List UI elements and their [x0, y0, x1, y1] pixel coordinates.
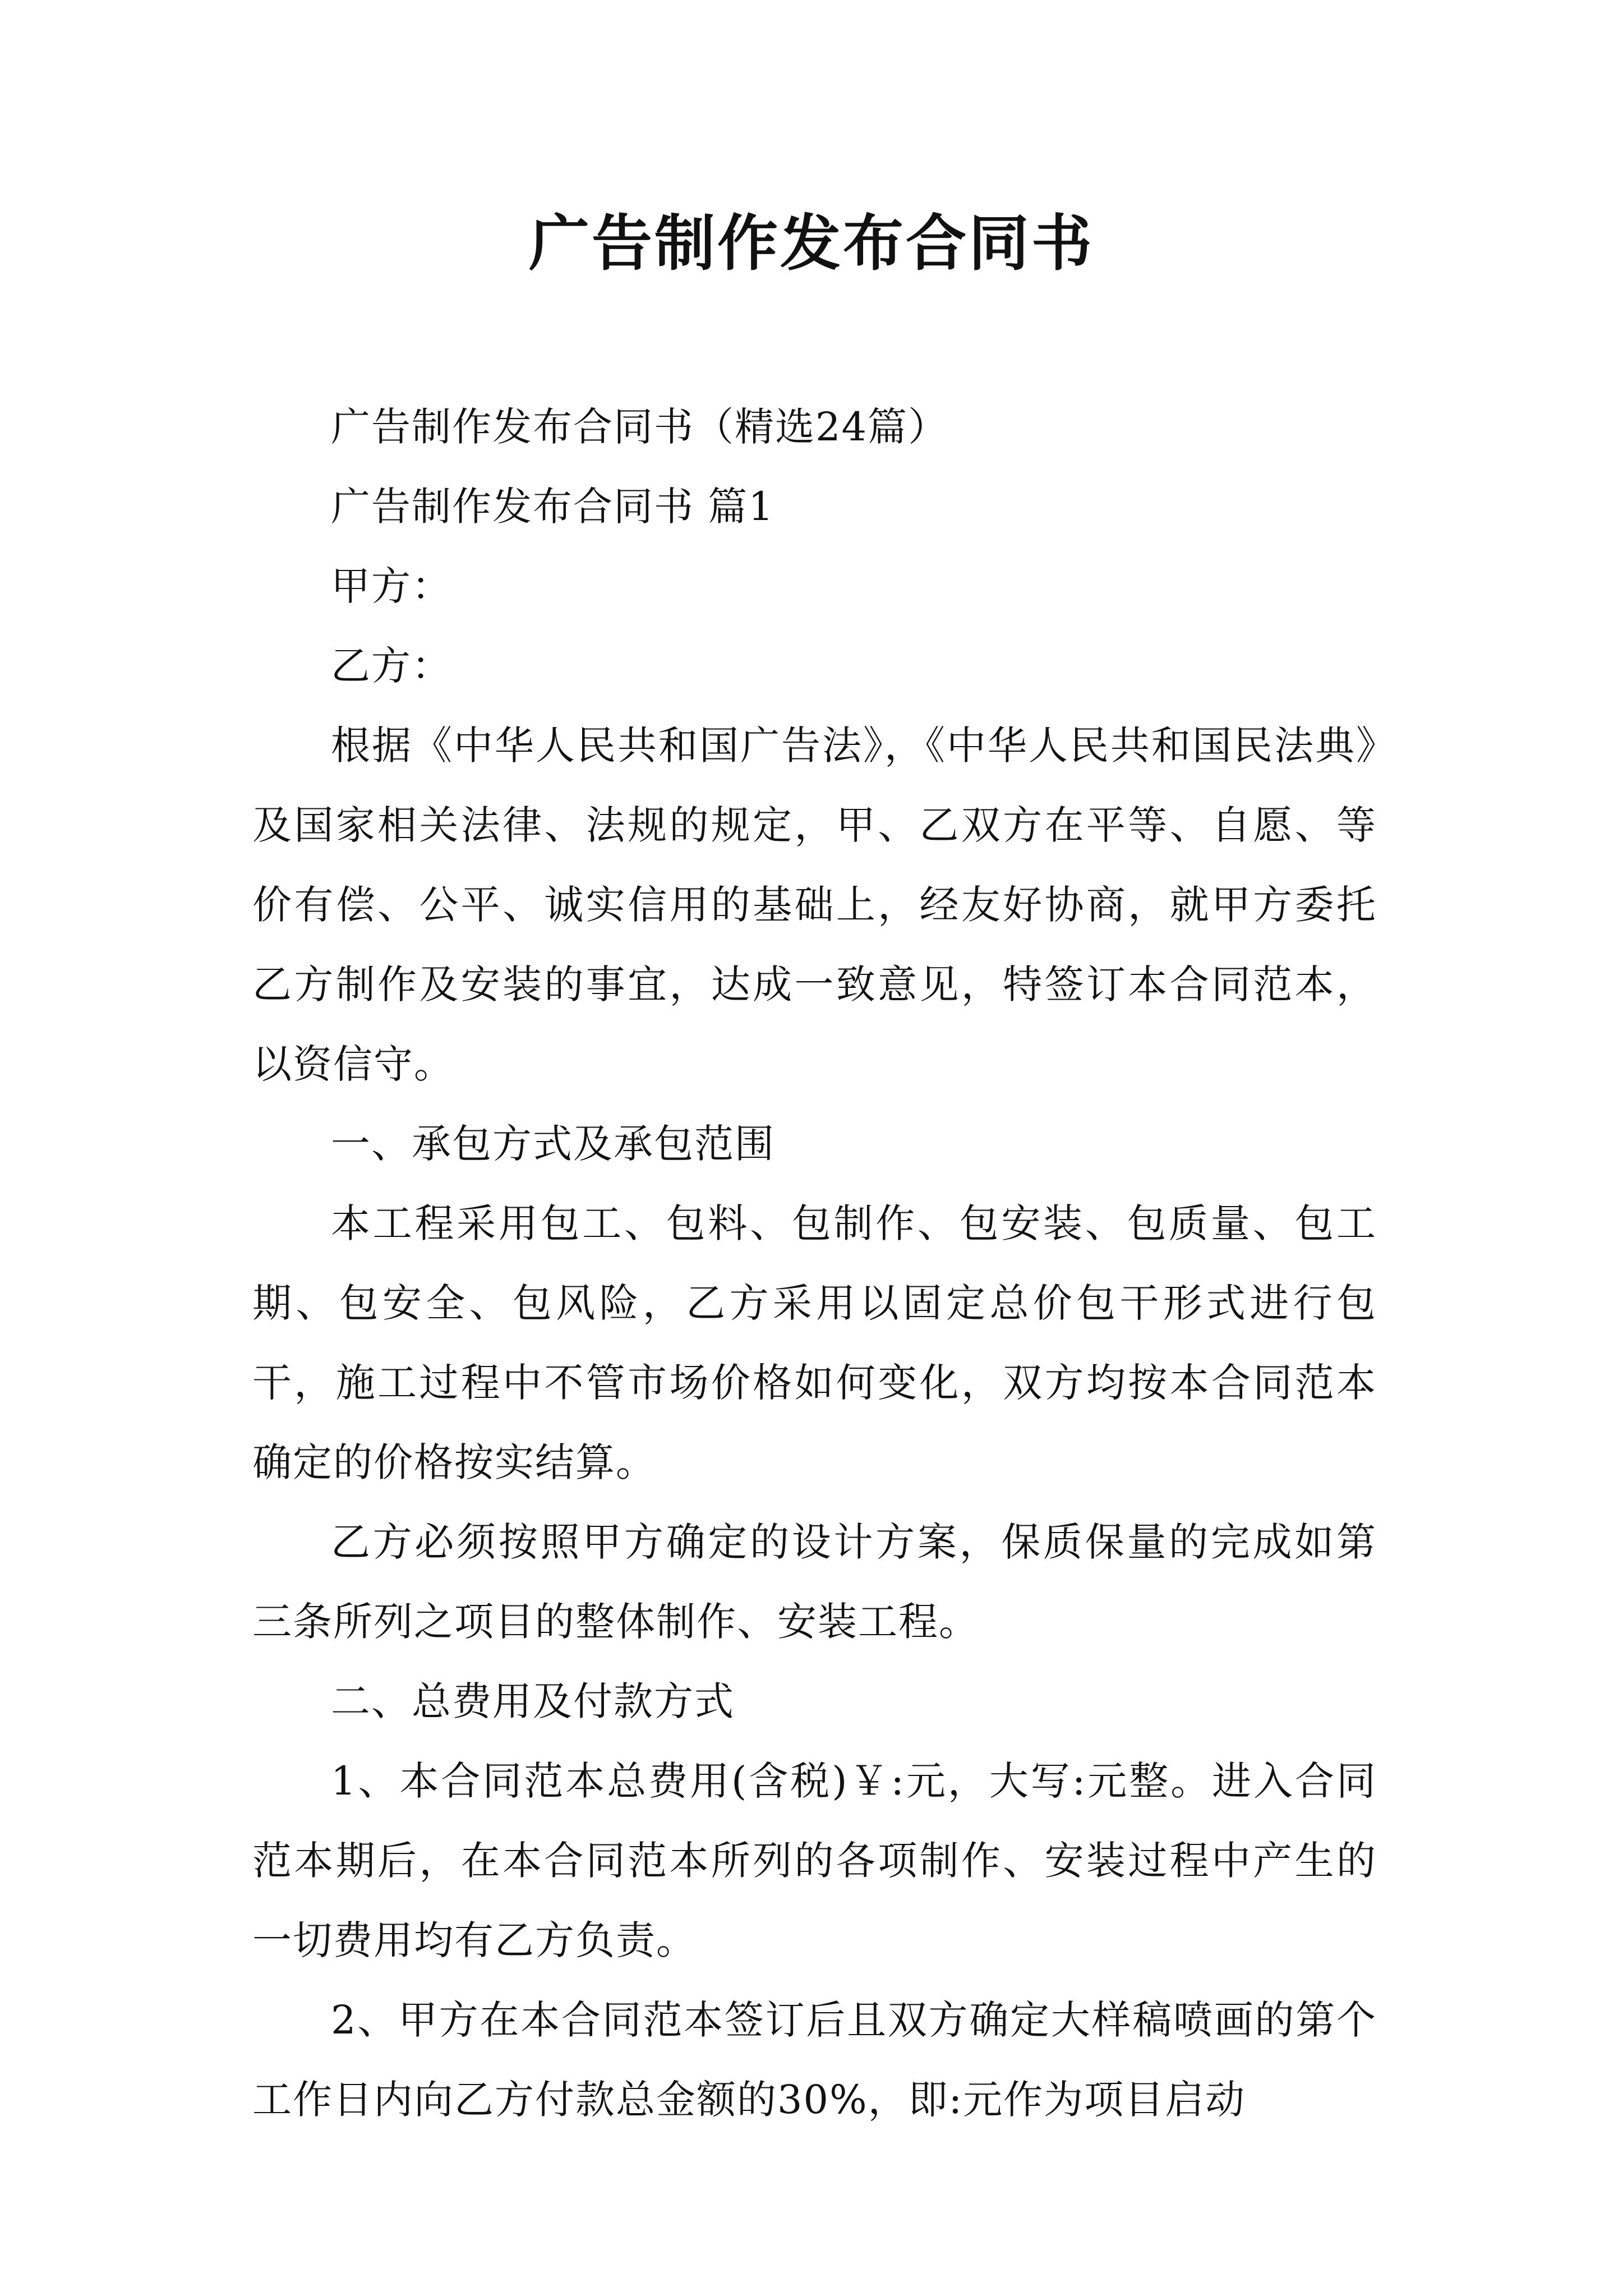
party-b-line: 乙方： [331, 643, 452, 689]
clause-paragraph: 2、甲方在本合同范本签订后且双方确定大样稿喷画的第个工作日内向乙方付款总金额的30%，即:元作为项目启动 [252, 1997, 1377, 2123]
clause-paragraph: 本工程采用包工、包料、包制作、包安装、包质量、包工期、包安全、包风险，乙方采用以固定总价包干形式进行包干，施工过程中不管市场价格如何变化，双方均按本合同范本确定的价格按实结算。 [252, 1200, 1377, 1485]
clause-paragraph: 1、本合同范本总费用(含税)￥:元，大写:元整。进入合同范本期后，在本合同范本所列的各项制作、安装过程中产生的一切费用均有乙方负责。 [252, 1758, 1377, 1963]
party-a-line: 甲方： [331, 563, 452, 609]
document-title: 广告制作发布合同书 [528, 209, 1094, 279]
clause-heading: 一、承包方式及承包范围 [331, 1121, 775, 1167]
clause-paragraph: 乙方必须按照甲方确定的设计方案，保质保量的完成如第三条所列之项目的整体制作、安装工程。 [252, 1519, 1377, 1645]
clause-heading: 二、总费用及付款方式 [331, 1678, 735, 1724]
preamble-paragraph: 根据《中华人民共和国广告法》，《中华人民共和国民法典》及国家相关法律、法规的规定，甲、乙双方在平等、自愿、等价有偿、公平、诚实信用的基础上，经友好协商，就甲方委托乙方制作及安装的事宜，达成一致意见，特签订本合同范本，以资信守。 [252, 723, 1377, 1087]
section-heading: 广告制作发布合同书 篇1 [331, 484, 774, 530]
document-body [252, 387, 1377, 2139]
subtitle-paragraph: 广告制作发布合同书（精选24篇） [331, 404, 949, 450]
